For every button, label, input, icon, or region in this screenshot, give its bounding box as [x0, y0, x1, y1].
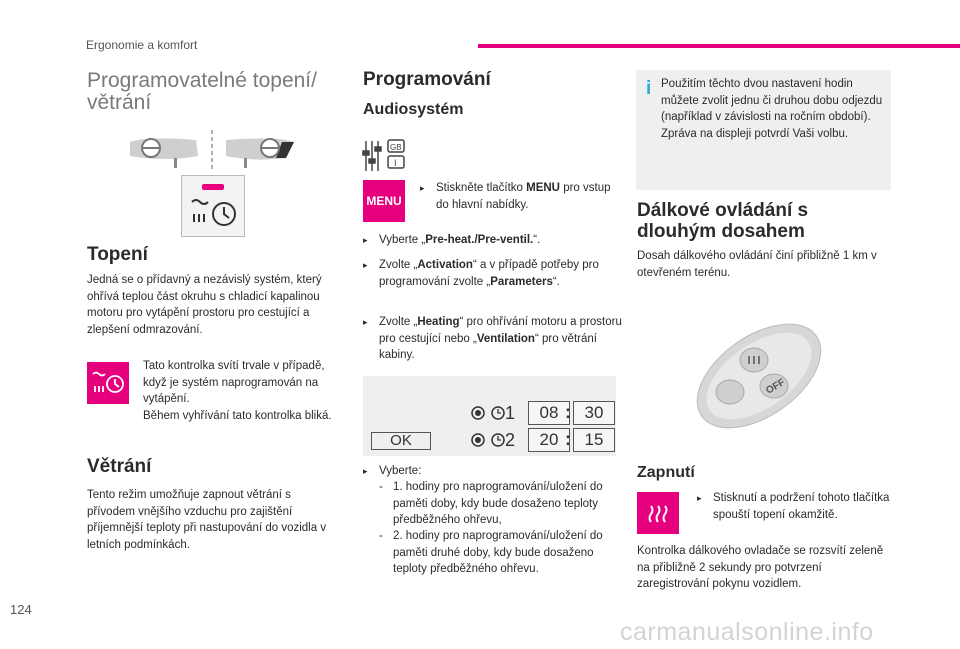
remote-control-image	[688, 316, 830, 434]
heading-vetrani: Větrání	[87, 456, 152, 477]
heading-audiosystem: Audiosystém	[363, 101, 464, 118]
ok-button: OK	[371, 432, 431, 450]
car-seats-illustration	[126, 128, 298, 172]
timer2-minutes: 15	[573, 428, 615, 452]
svg-text:I: I	[394, 158, 397, 168]
vetrani-text: Tento režim umožňuje zapnout větrání s přívodem vnějšího vzduchu pro zajištění příjemnější teploty při nastupování do vozidla v letních podmínkách.	[87, 489, 327, 551]
page-title: Programovatelné topení/ větrání	[87, 69, 317, 114]
heading-topeni: Topení	[87, 244, 148, 265]
timer1-sep: :	[565, 402, 571, 422]
heat-on-button-icon	[637, 492, 679, 534]
heading-remote: Dálkové ovládání s dlouhým dosahem	[637, 200, 809, 242]
topeni-text: Jedná se o přídavný a nezávislý systém, který ohřívá teplou část okruhu s chladicí kapalinou motoru pro vytápění prostoru pro cestující a zlepšení odmrazování.	[87, 274, 322, 336]
remote-text: Dosah dálkového ovládání činí přibližně 1 km v otevřeném terénu.	[637, 250, 877, 279]
timer2-hours: 20	[528, 428, 570, 452]
section-header: Ergonomie a komfort	[86, 38, 198, 52]
heating-indicator-icon	[87, 362, 129, 404]
zapnuti-text: Kontrolka dálkového ovladače se rozsvítí zeleně na přibližně 2 sekundy pro potvrzení zaregistrování pokynu vozidlem.	[637, 545, 884, 590]
info-icon: i	[646, 78, 652, 99]
timer1-hours: 08	[528, 401, 570, 425]
header-accent-bar	[478, 44, 960, 48]
timer2-sep: :	[565, 429, 571, 449]
page-number: 124	[10, 602, 32, 617]
bullet-menu: ▸ Stiskněte tlačítko MENU pro vstup do hlavní nabídky.	[420, 182, 611, 211]
timer1-label: 1	[505, 403, 516, 423]
info-text: Použitím těchto dvou nastavení hodin můžete zvolit jednu či druhou dobu odjezdu (například v závislosti na ročním období). Zpráva na displeji potvrdí Vaši volbu.	[661, 78, 883, 140]
fan-clock-icon	[182, 176, 244, 236]
menu-button	[363, 180, 405, 222]
bullet-preheat: ▸ Vyberte „Pre-heat./Pre-ventil.“.	[363, 234, 541, 246]
remote-off-label: OFF	[764, 377, 788, 397]
audio-controls-icon	[362, 137, 406, 175]
heat-waves-icon	[637, 492, 679, 534]
bullet-heating: ▸ Zvolte „Heating“ pro ohřívání motoru a prostoru pro cestující nebo „Ventilation“ pro větrání kabiny.	[363, 316, 622, 361]
bullet-activation: ▸ Zvolte „Activation“ a v případě potřeby pro programování zvolte „Parameters“.	[363, 259, 599, 288]
bullet-select: ▸ Vyberte:	[363, 465, 422, 477]
watermark: carmanualsonline.info	[620, 618, 874, 646]
menu-button-label: MENU	[366, 194, 402, 208]
timer2-label: 2	[505, 430, 516, 450]
heading-zapnuti: Zapnutí	[637, 464, 695, 481]
timer1-minutes: 30	[573, 401, 615, 425]
select-item-1: - 1. hodiny pro naprogramování/uložení do paměti doby, kdy bude dosaženo teploty předběžného ohřevu,	[379, 481, 603, 526]
indicator-text: Tato kontrolka svítí trvale v případě, když je systém naprogramován na vytápění. Během vyhřívání tato kontrolka bliká.	[143, 360, 332, 422]
zapnuti-bullet: ▸ Stisknutí a podržení tohoto tlačítka spouští topení okamžitě.	[697, 492, 890, 521]
svg-text:GB: GB	[390, 143, 402, 152]
fan-timer-icon	[87, 362, 129, 404]
heading-programovani: Programování	[363, 69, 491, 90]
select-item-2: - 2. hodiny pro naprogramování/uložení do paměti druhé doby, kdy bude dosaženo teploty předběžného ohřevu.	[379, 530, 603, 575]
heating-control-panel	[181, 175, 245, 237]
